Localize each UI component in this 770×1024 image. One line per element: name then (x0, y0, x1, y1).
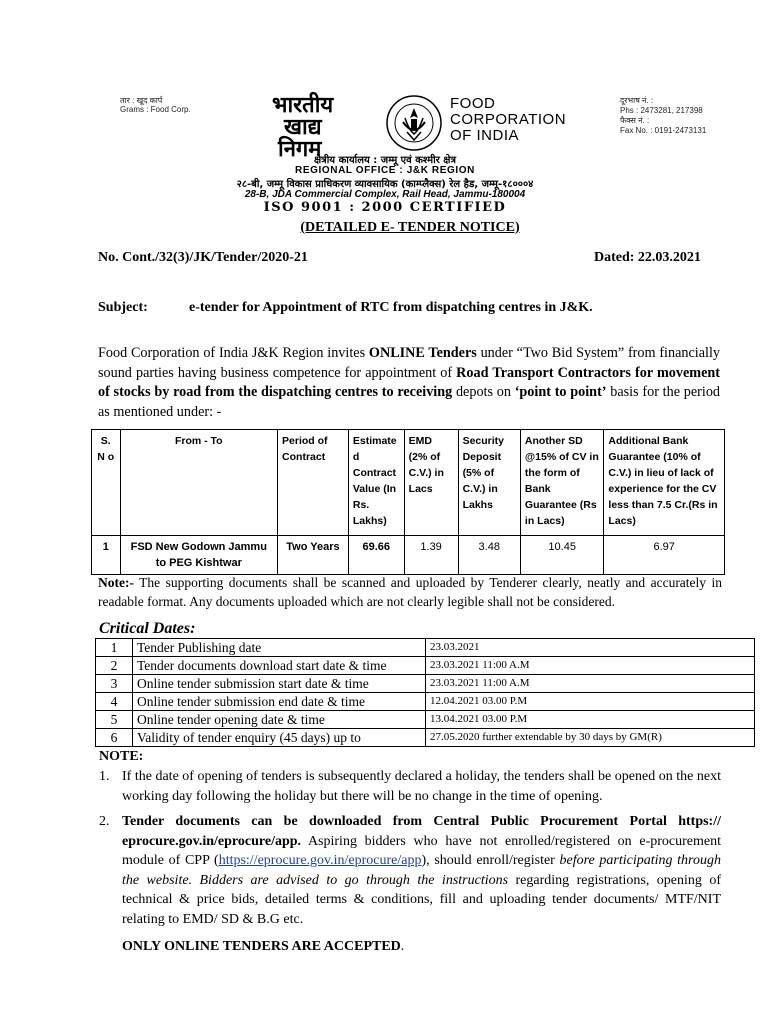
table-note-label: Note:- (98, 575, 134, 590)
cell-period: Two Years (278, 536, 349, 575)
header-sno: S. N o (92, 430, 121, 536)
online-only-line (99, 937, 721, 957)
notes-list (99, 767, 721, 957)
contact-block (620, 96, 706, 136)
dates-row-label: Online tender opening date & time (133, 711, 426, 729)
address-hindi: २८-बी, जम्मू विकास प्राधिकरण व्यावसायिक (काम्प्लैक्स) रेल हैड, जम्मू-१८०००४ (236, 179, 534, 190)
office-hindi: क्षेत्रीय कार्यालय : जम्मू एवं कश्मीर क्षेत्र (314, 155, 456, 166)
dates-row-label: Online tender submission start date & time (133, 675, 426, 693)
cell-security-deposit: 3.48 (458, 536, 520, 575)
cell-another-sd: 10.45 (520, 536, 604, 575)
dates-row-number: 5 (96, 711, 133, 729)
intro-bold-1: ONLINE Tenders (368, 345, 477, 361)
phone-numbers: Phs : 2473281, 217398 (620, 106, 703, 115)
reference-number: No. Cont./32(3)/JK/Tender/2020-21 (98, 250, 308, 265)
logo-en-line3: OF INDIA (450, 127, 520, 144)
note-2-text-1: Aspiring bidders who have not enrolled/registered on e-procurement module of CPP ( (122, 833, 721, 868)
note-item-2 (99, 812, 721, 929)
note-1-text: If the date of opening of tenders is subsequently declared a holiday, the tenders shall be opened on the next working day following the holiday but there will be no change in the time of opening. (122, 769, 721, 804)
note-2-text-2: ), should enroll/register (421, 853, 560, 868)
dates-row-label: Tender documents download start date & time (133, 657, 426, 675)
address-english: 28-B, JDA Commercial Complex, Rail Head, Jammu-180004 (244, 189, 526, 200)
dates-row-label: Tender Publishing date (133, 639, 426, 657)
note-1-number: 1. (99, 769, 110, 784)
logo-en-line1: FOOD (450, 95, 496, 112)
dates-row-number: 2 (96, 657, 133, 675)
header-security-deposit: Security Deposit (5% of C.V.) in Lakhs (458, 430, 520, 536)
dates-row-value: 12.04.2021 03.00 P.M (426, 693, 755, 711)
table-note-bold-tail: . Any documents uploaded which are not clearly legible shall not be considered. (183, 594, 615, 609)
dates-row-number: 4 (96, 693, 133, 711)
fax-number: Fax No. : 0191-2473131 (620, 126, 707, 135)
dates-row (96, 639, 755, 657)
fci-emblem-icon (385, 94, 443, 152)
cell-from-to: FSD New Godown Jammu to PEG Kishtwar (120, 536, 278, 575)
dates-row-number: 3 (96, 675, 133, 693)
dates-row-label: Validity of tender enquiry (45 days) up to (133, 729, 426, 747)
eprocure-link[interactable]: https://eprocure.gov.in/eprocure/app (218, 853, 422, 868)
grams-english: Grams : Food Corp. (120, 105, 191, 114)
intro-text-2: under “Two Bid System” from financially sound parties having business competence for appointment of (98, 345, 720, 381)
online-only-text: ONLY ONLINE TENDERS ARE ACCEPTED (122, 939, 401, 954)
note-item-1 (99, 767, 721, 806)
subject-text: e-tender for Appointment of RTC from dispatching centres in J&K. (189, 300, 593, 315)
logo-hindi-line2: खाद्य (284, 114, 322, 140)
subject-label: Subject: (98, 300, 148, 315)
logo-hindi-block (272, 94, 382, 160)
dates-row (96, 729, 755, 747)
notice-title: (DETAILED E- TENDER NOTICE) (300, 220, 520, 235)
dates-row-label: Online tender submission end date & time (133, 693, 426, 711)
dates-row (96, 657, 755, 675)
intro-text-1: Food Corporation of India J&K Region invites (98, 345, 369, 361)
dates-row-number: 6 (96, 729, 133, 747)
table-note (98, 573, 722, 611)
cell-contract-value: 69.66 (348, 536, 404, 575)
dates-row-number: 1 (96, 639, 133, 657)
note-2-bold: Tender documents can be downloaded from Central Public Procurement Portal https:// eprocure.gov.in/eprocure/app. (122, 814, 721, 849)
dates-row (96, 693, 755, 711)
logo-hindi-line3: निगम (278, 136, 322, 162)
note-2-italic: before participating through the website. Bidders are advised to go through the instructions (122, 853, 721, 888)
note-2-body (122, 812, 721, 929)
notes-heading: NOTE: (99, 749, 144, 764)
header-emd: EMD (2% of C.V.) in Lacs (404, 430, 458, 536)
header-from-to: From - To (120, 430, 278, 536)
table-note-text: The supporting documents shall be scanned and uploaded by Tenderer clearly, neatly and accurately in readable format (98, 575, 722, 609)
dates-row-value: 13.04.2021 03.00 P.M (426, 711, 755, 729)
intro-paragraph (98, 344, 720, 422)
dates-row (96, 675, 755, 693)
note-2-text-3: regarding registrations, opening of technical & price bids, detailed terms & conditions, fill and uploading tender documents/ MTF/NIT relating to EMD/ SD & B.G etc. (122, 872, 721, 927)
cell-additional-bg: 6.97 (604, 536, 725, 575)
table-row (92, 536, 725, 575)
intro-text-3: depots on (452, 384, 515, 400)
notice-date: Dated: 22.03.2021 (594, 250, 701, 265)
online-only-dot: . (400, 939, 405, 954)
office-english: REGIONAL OFFICE : J&K REGION (295, 165, 475, 176)
cell-emd: 1.39 (404, 536, 458, 575)
logo-hindi-line1: भारतीय (272, 92, 334, 118)
dates-row-value: 23.03.2021 (426, 639, 755, 657)
dates-row-value: 23.03.2021 11:00 A.M (426, 657, 755, 675)
critical-dates-table (95, 638, 755, 747)
dates-row (96, 711, 755, 729)
logo-english-block (450, 96, 566, 144)
grams-hindi: तार : खूद कार्प (120, 96, 163, 105)
header-additional-bg: Additional Bank Guarantee (10% of C.V.) in lieu of lack of experience for the CV less than 7.5 Cr.(Rs in Lacs) (604, 430, 725, 536)
phone-label-hindi: दूरभाष नं. : (620, 96, 654, 105)
header-period: Period of Contract (278, 430, 349, 536)
iso-certification: ISO 9001 : 2000 CERTIFIED (263, 200, 507, 215)
dates-row-value: 27.05.2020 further extendable by 30 days by GM(R) (426, 729, 755, 747)
intro-text-4: basis for the period as mentioned under: - (98, 384, 721, 420)
header-another-sd: Another SD @15% of CV in the form of Bank Guarantee (Rs in Lacs) (520, 430, 604, 536)
intro-bold-3: ‘point to point’ (514, 384, 607, 400)
tender-table (91, 429, 725, 575)
header-contract-value: Estimate d Contract Value (In Rs. Lakhs) (348, 430, 404, 536)
critical-dates-heading: Critical Dates: (99, 620, 196, 637)
table-header-row (92, 430, 725, 536)
intro-bold-2: Road Transport Contractors for movement of stocks by road from the dispatching centres to receiving (98, 364, 720, 400)
fax-label-hindi: फैक्स नं. : (620, 116, 650, 125)
note-2-number: 2. (99, 814, 110, 829)
logo-en-line2: CORPORATION (450, 111, 567, 128)
dates-row-value: 23.03.2021 11:00 A.M (426, 675, 755, 693)
cell-sno: 1 (92, 536, 121, 575)
